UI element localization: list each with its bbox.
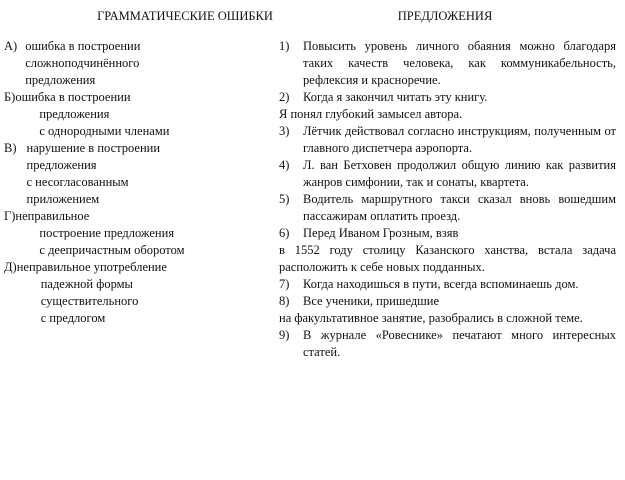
error-label: Б) (4, 90, 16, 104)
sentence-text: В журнале «Ровеснике» печатают много интересных статей. (303, 328, 616, 359)
sentence-text: Когда находишься в пути, всегда вспоминаешь дом. (303, 277, 579, 291)
sentence-text: Когда я закончил читать эту книгу. (303, 90, 488, 104)
sentence-item-8 (279, 293, 616, 327)
errors-list (4, 38, 266, 327)
sentence-number: 1) (279, 39, 290, 53)
error-item-v (4, 140, 266, 208)
sentence-number: 8) (279, 294, 290, 308)
error-text-line: с предлогом (40, 311, 106, 325)
error-text-line: с деепричастным оборотом (39, 243, 185, 257)
error-label: Д) (4, 260, 17, 274)
sentence-item-2 (279, 89, 616, 123)
sentence-item-4 (279, 157, 616, 191)
sentence-item-5 (279, 191, 616, 225)
error-text-line: падежной формы (40, 277, 133, 291)
sentence-number: 3) (279, 124, 290, 138)
sentence-item-1 (279, 38, 616, 89)
error-text-line: предложения (26, 158, 97, 172)
error-text-line: неправильное употребление (16, 260, 167, 274)
sentence-number: 6) (279, 226, 290, 240)
error-label: В) (4, 141, 17, 155)
sentences-list (279, 38, 616, 361)
error-text-line: нарушение в построении (26, 141, 161, 155)
error-text-line: ошибка в построении (25, 39, 141, 53)
sentence-text: Лётчик действовал согласно инструкциям, полученным от главного диспетчера аэропорта. (303, 124, 616, 155)
errors-column-title: ГРАММАТИЧЕСКИЕ ОШИБКИ (97, 9, 273, 23)
sentence-text: Водитель маршрутного такси сказал вновь вошедшим пассажирам оплатить проезд. (303, 192, 616, 223)
error-text-line: приложением (26, 192, 100, 206)
sentence-text: Перед Иваном Грозным, взяв (303, 226, 459, 240)
error-label: А) (4, 39, 18, 53)
sentence-text: Повысить уровень личного обаяния можно благодаря таких качеств человека, как коммуникабельность, рефлексия и красноречие. (303, 39, 616, 87)
sentence-number: 9) (279, 328, 290, 342)
error-item-a (4, 38, 266, 89)
error-item-g (4, 208, 266, 259)
error-text-line: сложноподчинённого (25, 56, 140, 70)
error-text-line: предложения (25, 73, 96, 87)
error-item-b (4, 89, 266, 140)
sentence-continuation: на факультативное занятие, разобрались в сложной теме. (279, 311, 583, 325)
error-text-line: неправильное (15, 209, 90, 223)
error-text-line: предложения (39, 107, 110, 121)
sentence-item-9 (279, 327, 616, 361)
sentence-number: 5) (279, 192, 290, 206)
sentence-continuation: Я понял глубокий замысел автора. (279, 107, 463, 121)
sentences-column-title: ПРЕДЛОЖЕНИЯ (397, 9, 493, 23)
error-item-d (4, 259, 266, 327)
sentence-item-7 (279, 276, 616, 293)
error-label: Г) (4, 209, 16, 223)
error-text-line: с несогласованным (26, 175, 129, 189)
sentence-number: 2) (279, 90, 290, 104)
error-text-line: существительного (40, 294, 139, 308)
sentence-continuation: в 1552 году столицу Казанского ханства, встала задача расположить к себе новых подданных. (279, 243, 616, 274)
error-text-line: построение предложения (39, 226, 175, 240)
sentence-text: Л. ван Бетховен продолжил общую линию как развития жанров симфонии, так и сонаты, квартета. (303, 158, 616, 189)
sentence-number: 4) (279, 158, 290, 172)
sentence-number: 7) (279, 277, 290, 291)
error-text-line: с однородными членами (39, 124, 170, 138)
sentence-item-3 (279, 123, 616, 157)
sentence-text: Все ученики, пришедшие (303, 294, 440, 308)
sentence-item-6 (279, 225, 616, 276)
error-text-line: ошибка в построении (15, 90, 131, 104)
